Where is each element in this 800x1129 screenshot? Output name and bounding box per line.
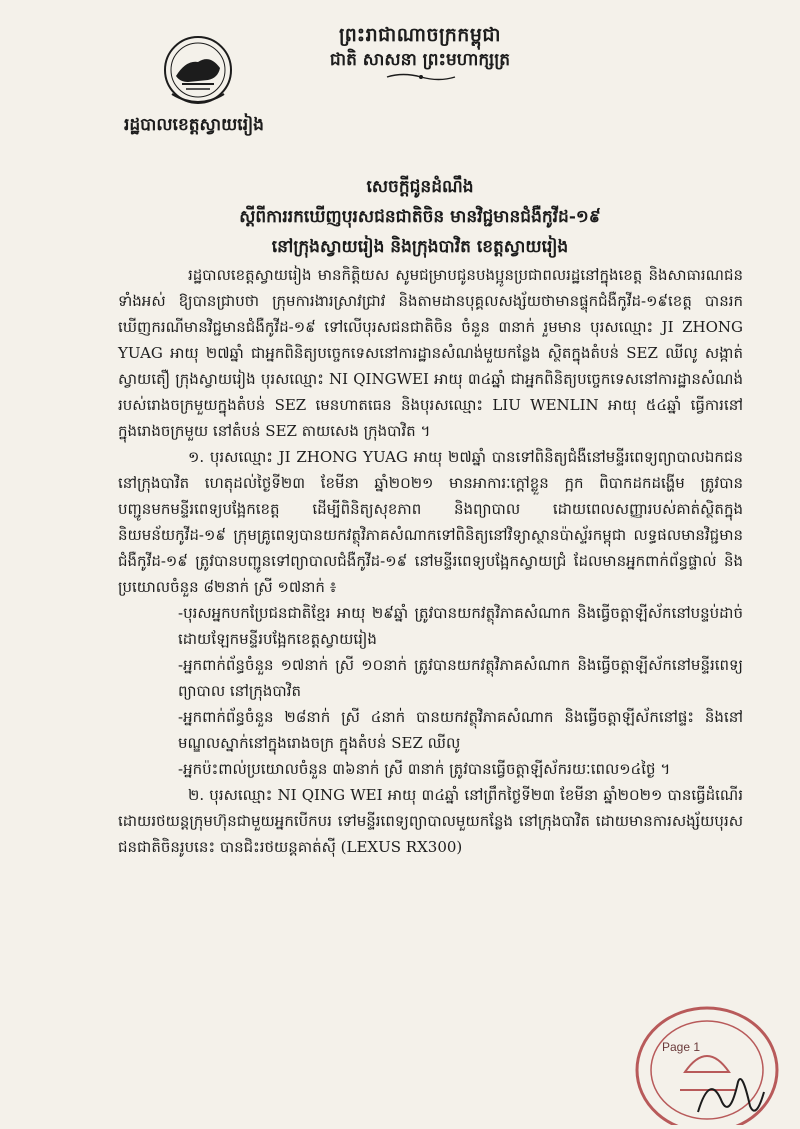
issuing-authority: រដ្ឋបាលខេត្តស្វាយរៀង (124, 115, 264, 135)
case-1-item-hospital: -អ្នកពាក់ព័ន្ធចំនួន ១៧នាក់ ស្រី ១០នាក់ ត្រូវបានយកវត្ថុវិភាគសំណាក និងធ្វើចត្តាឡីស័កនៅមន្ទីរពេទ្យព្យាបាល នៅក្រុងបាវិត (178, 656, 743, 700)
case-1-item-translator: -បុរសអ្នកបកប្រែជនជាតិខ្មែរ អាយុ ២៩ឆ្នាំ ត្រូវបានយកវត្ថុវិភាគសំណាក និងធ្វើចត្តាឡីស័កនៅបន្ទប់ដាច់ដោយឡែកមន្ទីរបង្អែកខេត្តស្វាយរៀង (178, 604, 743, 648)
notice-title (160, 172, 680, 262)
title-heading: សេចក្តីជូនដំណឹង (366, 177, 474, 197)
case-2-paragraph: ២. បុរសឈ្មោះ NI QING WEI អាយុ ៣៤ឆ្នាំ នៅព្រឹកថ្ងៃទី២៣ ខែមីនា ឆ្នាំ២០២១ បានធ្វើដំណើរដោយរថយន្តក្រុមហ៊ុនជាមួយអ្នកបើកបរ ទៅមន្ទីរពេទ្យព្យាបាលមួយកន្លែង នៅក្រុងបាវិត ដោយមានការសង្ស័យបុរសជនជាតិចិនរូបនេះ បានជិះរថយន្តគាត់ស៊ី (LEXUS RX300) (118, 786, 743, 856)
case-1-paragraph: ១. បុរសឈ្មោះ JI ZHONG YUAG អាយុ ២៧ឆ្នាំ បានទៅពិនិត្យជំងឺនៅមន្ទីរពេទ្យព្យាបាលឯកជន នៅក្រុងបាវិត ហេតុដល់ថ្ងៃទី២៣ ខែមីនា ឆ្នាំ២០២១ មានអាការៈក្តៅខ្លួន ក្អក ពិបាកដកដង្ហើម ត្រូវបានបញ្ជូនមកមន្ទីរពេទ្យបង្អែកខេត្ត ដើម្បីពិនិត្យសុខភាព និងព្យាបាល ដោយពេលសញ្ញារបស់គាត់ស្ថិតក្នុងនិយមន័យកូវីដ-១៩ ក្រុមគ្រូពេទ្យបានយកវត្ថុវិភាគសំណាកទៅពិនិត្យនៅវិទ្យាស្ថានប៉ាស្ទ័រកម្ពុជា លទ្ធផលមានវិជ្ជមានជំងឺកូវីដ-១៩ ត្រូវបានបញ្ជូនទៅព្យាបាលជំងឺកូវីដ-១៩ នៅមន្ទីរពេទ្យបង្អែកស្វាយជ្រំ ដែលមានអ្នកពាក់ព័ន្ធផ្ទាល់ និងប្រយោលចំនួន ៨២នាក់ ស្រី ១៧នាក់ ៖ (118, 448, 743, 596)
intro-paragraph: រដ្ឋបាលខេត្តស្វាយរៀង មានកិត្តិយស សូមជម្រាបជូនបងប្អូនប្រជាពលរដ្ឋនៅក្នុងខេត្ត និងសាធារណជនទាំងអស់ ឱ្យបានជ្រាបថា ក្រុមការងារស្រាវជ្រាវ និងតាមដានបុគ្គលសង្ស័យថាមានផ្ទុកជំងឺកូវីដ-១៩ខេត្ត បានរកឃើញករណីមានវិជ្ជមានជំងឺកូវីដ-១៩ ទៅលើបុរសជនជាតិចិន ចំនួន ៣នាក់ រួមមាន បុរសឈ្មោះ JI ZHONG YUAG អាយុ ២៧ឆ្នាំ ជាអ្នកពិនិត្យបច្ចេកទេសនៅការដ្ឋានសំណង់មួយកន្លែង ស្ថិតក្នុងតំបន់ SEZ ឈីលូ សង្កាត់ស្វាយតឿ ក្រុងស្វាយរៀង បុរសឈ្មោះ NI QINGWEI អាយុ ៣៤ឆ្នាំ ជាអ្នកពិនិត្យបច្ចេកទេសនៅការដ្ឋានសំណង់ របស់រោងចក្រមួយក្នុងតំបន់ SEZ មេនហាតធេន និងបុរសឈ្មោះ LIU WENLIN អាយុ ៥៤ឆ្នាំ ធ្វើការនៅក្នុងរោងចក្រមួយ នៅតំបន់ SEZ តាយសេង ក្រុងបាវិត ។ (118, 266, 743, 440)
motto-line: ជាតិ សាសនា ព្រះមហាក្សត្រ (329, 50, 511, 70)
page-label: Page 1 (662, 1040, 701, 1054)
case-1-item-home: -អ្នកពាក់ព័ន្ធចំនួន ២៨នាក់ ស្រី ៤នាក់ បានយកវត្ថុវិភាគសំណាក និងធ្វើចត្តាឡីស័កនៅផ្ទះ និងនៅមណ្ឌលស្នាក់នៅក្នុងរោងចក្រ ក្នុងតំបន់ SEZ ឈីលូ (178, 708, 743, 752)
provincial-emblem (158, 32, 238, 112)
ornament-divider (385, 72, 457, 82)
kingdom-line: ព្រះរាជាណាចក្រកម្ពុជា (339, 24, 501, 46)
case-1-item-indirect: -អ្នកប៉ះពាល់ប្រយោលចំនួន ៣៦នាក់ ស្រី ៣នាក់ ត្រូវបានធ្វើចត្តាឡីស័ករយៈពេល១៤ថ្ងៃ ។ (178, 760, 671, 778)
title-subject: ស្តីពីការរកឃើញបុរសជនជាតិចិន មានវិជ្ជមានជំងឺកូវីដ-១៩ (239, 207, 601, 227)
title-location: នៅក្រុងស្វាយរៀង និងក្រុងបាវិត ខេត្តស្វាយរៀង (271, 237, 569, 257)
national-motto (290, 22, 550, 72)
signature (690, 1062, 770, 1122)
notice-body (118, 262, 743, 860)
